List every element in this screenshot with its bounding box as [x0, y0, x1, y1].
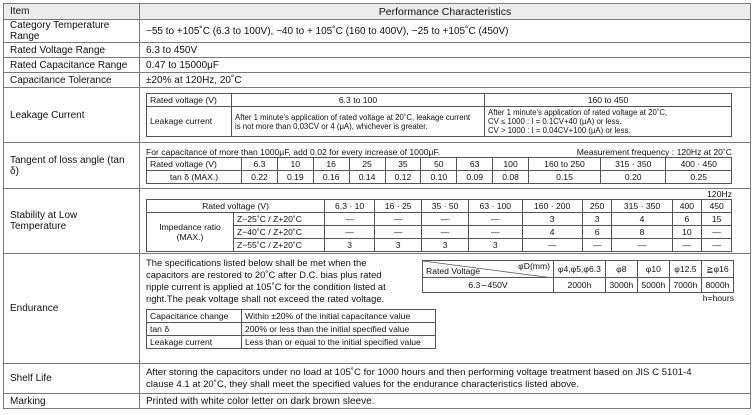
tolerance-label: Capacitance Tolerance [4, 73, 140, 88]
tan-value-cell: 0.08 [493, 171, 529, 184]
header-row [4, 4, 751, 20]
leakage-row-label: Leakage current [147, 107, 232, 137]
diameter-cell: ≧φ16 [701, 261, 733, 278]
tan-note-left: For capacitance of more than 1000μF, add 0.02 for every increase of 1000μF. [146, 147, 441, 157]
criteria-item: Capacitance change [147, 310, 242, 323]
leakage-table [146, 93, 732, 137]
leakage-label: Leakage Current [4, 88, 140, 143]
criteria-item: Leakage current [147, 336, 242, 349]
tan-value-cell: 0.16 [313, 171, 349, 184]
impedance-value-cell: 3 [422, 239, 469, 252]
impedance-value-cell: 3 [325, 239, 375, 252]
leakage-cond2-line1: After 1 minute's application of rated voltage at 20˚C, [488, 108, 668, 117]
shelf-row [4, 364, 751, 394]
tan-voltage-cell: 16 [313, 158, 349, 171]
tan-value-cell: 0.10 [421, 171, 457, 184]
tolerance-row [4, 73, 751, 88]
impedance-condition-cell: Z−25˚C / Z+20˚C [234, 213, 325, 226]
impedance-value-cell: — [422, 226, 469, 239]
tan-voltage-cell: 63 [457, 158, 493, 171]
tan-value-cell: 0.12 [385, 171, 421, 184]
impedance-value-cell: — [469, 226, 523, 239]
impedance-value-cell: — [702, 226, 732, 239]
tan-note-right: Measurement frequency : 120Hz at 20˚C [576, 147, 732, 157]
stability-freq: 120Hz [707, 189, 732, 199]
endurance-text-line2: capacitors are restored to 20˚C after D.C. bias plus rated [146, 269, 382, 280]
stability-voltage-cell: 450 [702, 200, 732, 213]
criteria-row [147, 323, 436, 336]
tan-voltage-cell: 6.3 [242, 158, 278, 171]
endurance-text-line4: right.The peak voltage shall not exceed the rated voltage. [146, 293, 385, 304]
impedance-value-cell: 3 [522, 213, 582, 226]
voltage-value: 6.3 to 450V [140, 43, 751, 58]
temp-row [4, 20, 751, 43]
marking-value: Printed with white color letter on dark brown sleeve. [140, 394, 751, 409]
criteria-row [147, 310, 436, 323]
impedance-condition-cell: Z−55˚C / Z+20˚C [234, 239, 325, 252]
stability-rated-voltage: Rated voltage (V) [147, 200, 325, 213]
diameter-cell: φ12.5 [669, 261, 701, 278]
impedance-value-cell: 3 [375, 239, 422, 252]
endurance-corner-cell [423, 261, 554, 278]
impedance-value-cell: — [672, 239, 702, 252]
criteria-spec: Within ±20% of the initial capacitance value [242, 310, 436, 323]
marking-row [4, 394, 751, 409]
stability-row [4, 189, 751, 254]
tan-voltage-cell: 160 to 250 [529, 158, 601, 171]
tan-row [4, 143, 751, 189]
impedance-value-cell: — [325, 213, 375, 226]
criteria-spec: Less than or equal to the initial specified value [242, 336, 436, 349]
marking-label: Marking [4, 394, 140, 409]
impedance-value-cell: — [375, 213, 422, 226]
tan-voltage-cell: 50 [421, 158, 457, 171]
criteria-row [147, 336, 436, 349]
diameter-cell: φ4,φ5,φ6.3 [554, 261, 606, 278]
temp-label: Category Temperature Range [4, 20, 140, 43]
leakage-cond2-line3: CV > 1000 : I = 0.04CV+100 (μA) or less. [488, 126, 631, 135]
hours-cell: 8000h [701, 278, 733, 293]
tan-voltage-cell: 400 · 450 [666, 158, 732, 171]
tan-value-cell: 0.14 [349, 171, 385, 184]
shelf-label: Shelf Life [4, 364, 140, 394]
leakage-row [4, 88, 751, 143]
stability-voltage-cell: 160 · 200 [522, 200, 582, 213]
impedance-value-cell: — [469, 213, 523, 226]
leakage-cond2-line2: CV ≤ 1000 : I = 0.1CV+40 (μA) or less. [488, 117, 622, 126]
specification-table [3, 3, 751, 409]
stability-table [146, 199, 732, 252]
leakage-rated-voltage: Rated voltage (V) [147, 94, 232, 107]
impedance-value-cell: — [612, 239, 672, 252]
impedance-value-cell: — [325, 226, 375, 239]
impedance-value-cell: 4 [612, 213, 672, 226]
hours-cell: 3000h [605, 278, 637, 293]
leakage-cond1-line2: is not more than 0.03CV or 4 (μA), whichever is greater. [235, 121, 428, 131]
tan-voltage-cell: 35 [385, 158, 421, 171]
capacitance-row [4, 58, 751, 73]
endurance-hours-table [422, 260, 734, 293]
impedance-value-cell: 8 [612, 226, 672, 239]
capacitance-label: Rated Capacitance Range [4, 58, 140, 73]
leakage-range-2: 160 to 450 [485, 94, 732, 107]
hours-cell: 5000h [637, 278, 669, 293]
tan-value-cell: 0.20 [600, 171, 665, 184]
leakage-range-1: 6.3 to 100 [232, 94, 485, 107]
tolerance-value: ±20% at 120Hz, 20˚C [140, 73, 751, 88]
diameter-cell: φ10 [637, 261, 669, 278]
hours-unit: h=hours [702, 293, 734, 303]
hours-cell: 2000h [554, 278, 606, 293]
tan-value-cell: 0.19 [277, 171, 313, 184]
tan-voltage-cell: 315 · 350 [600, 158, 665, 171]
impedance-value-cell: — [422, 213, 469, 226]
diameter-header: φD(mm) [518, 261, 550, 271]
tan-voltage-cell: 100 [493, 158, 529, 171]
tan-table [146, 157, 732, 184]
leakage-cond1-line1: After 1 minute's application of rated voltage at 20˚C, leakage current [235, 112, 471, 122]
endurance-row [4, 254, 751, 364]
tan-label: Tangent of loss angle (tan δ) [4, 143, 140, 189]
impedance-value-cell: 4 [522, 226, 582, 239]
endurance-label: Endurance [4, 254, 140, 364]
stability-voltage-cell: 35 · 50 [422, 200, 469, 213]
stability-voltage-cell: 16 · 25 [375, 200, 422, 213]
endurance-voltage-range: 6.3∼450V [423, 278, 554, 293]
stability-voltage-cell: 400 [672, 200, 702, 213]
endurance-text-line3: ripple current is applied at 105˚C for the condition listed at [146, 281, 386, 292]
shelf-line2: clause 4.1 at 20˚C, they shall meet the specified values for the endurance characteristics listed above. [146, 378, 580, 390]
impedance-value-cell: 3 [582, 213, 612, 226]
voltage-row [4, 43, 751, 58]
tan-voltage-cell: 10 [277, 158, 313, 171]
temp-value: −55 to +105˚C (6.3 to 100V), −40 to + 105˚C (160 to 400V), −25 to +105˚C (450V) [140, 20, 751, 43]
impedance-value-cell: 6 [582, 226, 612, 239]
endurance-criteria-table [146, 309, 436, 349]
stability-voltage-cell: 6.3 · 10 [325, 200, 375, 213]
impedance-value-cell: 6 [672, 213, 702, 226]
impedance-value-cell: — [702, 239, 732, 252]
tan-value-cell: 0.25 [666, 171, 732, 184]
stability-label: Stability at Low Temperature [4, 189, 140, 254]
stability-voltage-cell: 250 [582, 200, 612, 213]
hours-cell: 7000h [669, 278, 701, 293]
tan-value-cell: 0.15 [529, 171, 601, 184]
voltage-label: Rated Voltage Range [4, 43, 140, 58]
tan-value-cell: 0.22 [242, 171, 278, 184]
shelf-line1: After storing the capacitors under no load at 105˚C for 1000 hours and then performing voltage treatment based on JIS C 5101-4 [146, 366, 692, 378]
impedance-value-cell: 15 [702, 213, 732, 226]
header-item: Item [4, 4, 140, 20]
rated-voltage-header: Rated Voltage [426, 266, 480, 276]
impedance-condition-cell: Z−40˚C / Z+20˚C [234, 226, 325, 239]
impedance-value-cell: 3 [469, 239, 523, 252]
capacitance-value: 0.47 to 15000μF [140, 58, 751, 73]
tan-voltage-cell: 25 [349, 158, 385, 171]
impedance-value-cell: 10 [672, 226, 702, 239]
stability-voltage-cell: 315 · 350 [612, 200, 672, 213]
impedance-value-cell: — [582, 239, 612, 252]
endurance-text-line1: The specifications listed below shall be met when the [146, 257, 367, 268]
tan-voltage-label: Rated voltage (V) [147, 158, 242, 171]
criteria-spec: 200% or less than the initial specified value [242, 323, 436, 336]
stability-voltage-cell: 63 · 100 [469, 200, 523, 213]
criteria-item: tan δ [147, 323, 242, 336]
impedance-ratio-label: Impedance ratio (MAX.) [147, 213, 234, 252]
header-performance: Performance Characteristics [140, 4, 751, 20]
impedance-value-cell: — [375, 226, 422, 239]
diameter-cell: φ8 [605, 261, 637, 278]
impedance-value-cell: — [522, 239, 582, 252]
tan-value-cell: 0.09 [457, 171, 493, 184]
tan-value-label: tan δ (MAX.) [147, 171, 242, 184]
